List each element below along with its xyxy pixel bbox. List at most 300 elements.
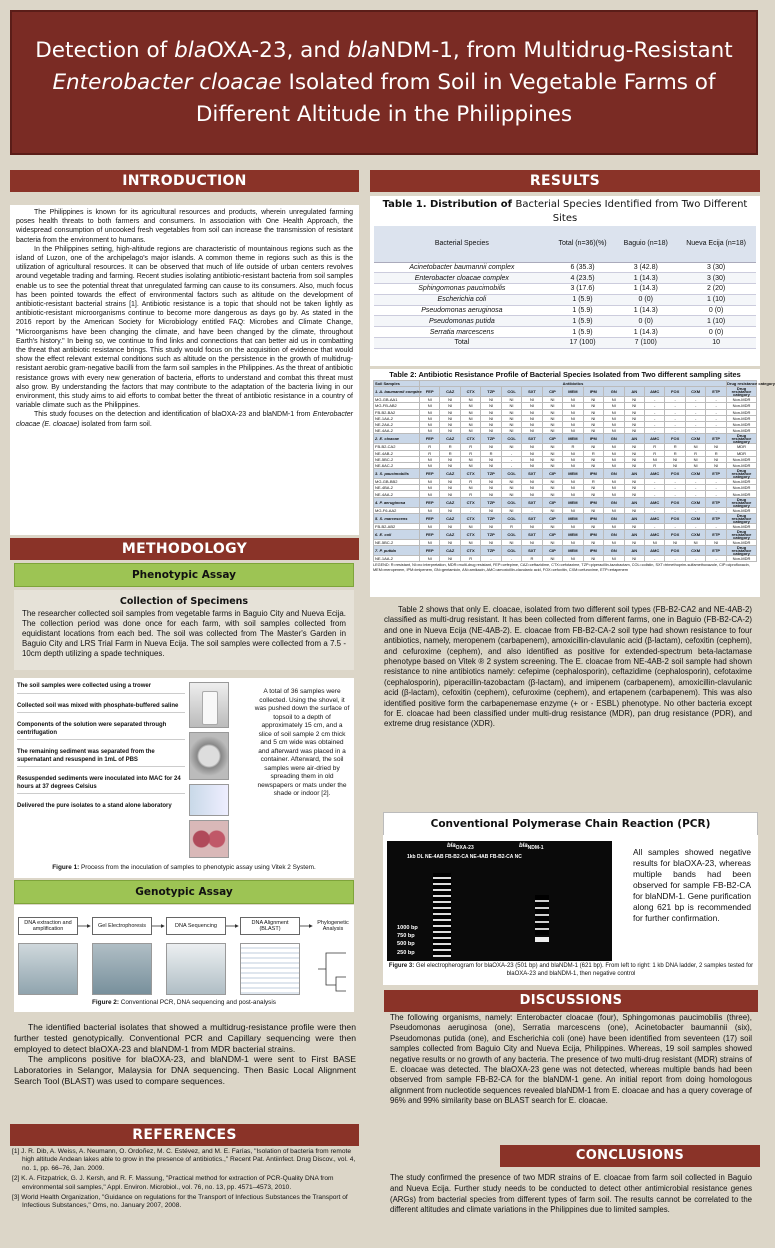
genotypic-assay-heading: Genotypic Assay (14, 880, 354, 904)
pcr-panel (383, 835, 758, 985)
t2-cell: R (420, 450, 440, 456)
t1-header-total: Total (n=36)(%) (550, 226, 616, 262)
t2-cell: - (644, 428, 664, 434)
t2-antibiotic-code: SXT (522, 513, 542, 523)
t2-cell: NI (542, 428, 562, 434)
t2-cell: NI (460, 415, 480, 421)
t1-cell: Pseudomonas putida (374, 316, 550, 327)
reference-2: [2] K. A. Fitzpatrick, G. J. Kersh, and R. F. Massung, "Practical method for extraction of PCR-Quality DNA from environmental soil samples," Appl. Environ. Microbiol., vol. 76, no. 13, pp. 4571–4573, 2010. (12, 1175, 334, 1191)
t2-antibiotic-code: IPM (583, 469, 603, 479)
t2-cell: NE-6AC-2 (374, 462, 420, 468)
t2-antibiotic-code: IPM (583, 497, 603, 507)
t2-cell: NI (624, 409, 644, 415)
t2-cell: - (685, 409, 705, 415)
t2-cell: R (583, 479, 603, 485)
t2-cell: NI (420, 462, 440, 468)
t2-cell: - (685, 485, 705, 491)
t2-antibiotic-code: CTX (460, 497, 480, 507)
t2-cell: R (460, 556, 480, 562)
pcr-machine-photo (18, 943, 78, 995)
t2-antibiotic-code: CXM (685, 546, 705, 556)
t2-cell: NI (522, 421, 542, 427)
t2-cell: NI (706, 540, 727, 546)
intro-paragraph-3: This study focuses on the detection and identification of blaOXA-23 and blaNDM-1 from Enterobacter cloacae (E. cloacae) isolated from farm soil. (16, 411, 353, 428)
t2-cell: NI (665, 462, 685, 468)
t2-cell: NI (624, 462, 644, 468)
t2-antibiotic-code: CTX (460, 530, 480, 540)
t2-cell: R (440, 444, 460, 450)
t2-cell: NE-4AB-2 (374, 450, 420, 456)
t2-antibiotic-code: AMC (644, 530, 664, 540)
t2-cell: R (460, 444, 480, 450)
t2-cell: NI (583, 456, 603, 462)
t2-cell: NI (604, 507, 624, 513)
t2-cell: NI (522, 415, 542, 421)
t1-total-cell: 7 (100) (615, 337, 676, 348)
t2-cell: NI (481, 462, 501, 468)
t2-cell: - (501, 456, 521, 462)
t2-antibiotic-code: SXT (522, 530, 542, 540)
references-heading: REFERENCES (10, 1124, 359, 1146)
step-1: The soil samples were collected using a trower (17, 683, 185, 694)
t2-cell: - (685, 556, 705, 562)
t2-cell: NI (583, 397, 603, 403)
t2-cell: NI (522, 450, 542, 456)
t2-cell: NI (583, 485, 603, 491)
table-1-row (374, 316, 756, 327)
t2-cell: NI (420, 491, 440, 497)
gel-label-oxa: bla$_{OXA-23}$ (447, 843, 474, 852)
t2-cell: NI (542, 403, 562, 409)
t2-antibiotic-code: FEP (420, 387, 440, 397)
t2-antibiotic-code: AN (624, 434, 644, 444)
poster-title: Detection of blaOXA-23, and blaNDM-1, from Multidrug-Resistant Enterobacter cloacae Isolated from Soil in Vegetable Farms of Different Altitude in the Philippines (35, 37, 733, 127)
t2-cell: MG-GB-AA1 (374, 397, 420, 403)
t2-cell: - (644, 415, 664, 421)
t2-cell: NI (501, 444, 521, 450)
t2-cell: NI (583, 540, 603, 546)
figure-1-panel (14, 678, 354, 878)
t2-cell: R (685, 450, 705, 456)
t2-antibiotic-code: AN (624, 387, 644, 397)
conclusions-heading: CONCLUSIONS (500, 1145, 760, 1167)
t2-cell: NI (563, 485, 583, 491)
table-2-legend: LEGEND: R=resistant, NI=no interpretation, MDR=multi-drug resistant, FEP=cefepime, CAZ=ceftazidime, CTX=cefotaxime, TZP=piperacillin-tazobactam, COL=colistin, SXT=trimethoprim-sulfamethoxazole, CIP=ciprofloxacin, MEM=meropenem, IPM=imipenem, GN=gentamicin, AN=amikacin, AMC=amoxicillin-clavulanic acid, FOX=cefoxitin, CXM=cefuroxime, ETP=ertapenem (373, 563, 750, 572)
t2-cell: NI (706, 456, 727, 462)
t1-cell: 1 (14.3) (615, 273, 676, 284)
t2-cell: NI (440, 556, 460, 562)
t2-antibiotic-code: CAZ (440, 513, 460, 523)
t2-antibiotic-code: CXM (685, 497, 705, 507)
t2-cell: NI (706, 444, 727, 450)
t2-cell: NI (542, 485, 562, 491)
t2-antibiotic-code: ETP (706, 387, 727, 397)
t2-cell: NI (563, 397, 583, 403)
t2-cell: NI (624, 450, 644, 456)
t2-antibiotic-code: FEP (420, 434, 440, 444)
figure-3-caption: Figure 3: Gel electropherogram for blaOXA-23 (501 bp) and blaNDM-1 (621 bp). From left to right: 1 kb DNA ladder, 2 samples tested for blaOXA-23 and blaNDM-1, then negative control (388, 963, 754, 977)
t2-cell: NI (460, 523, 480, 529)
t2-cell: NI (542, 491, 562, 497)
t2-antibiotic-code: ETP (706, 513, 727, 523)
t2-cell: NE-4BA-2 (374, 485, 420, 491)
t2-cell: NI (501, 409, 521, 415)
t2-cell: NI (563, 491, 583, 497)
t2-antibiotic-code: CIP (542, 546, 562, 556)
t2-cell: NI (501, 507, 521, 513)
t2-antibiotic-code: GN (604, 530, 624, 540)
t2-antibiotic-code: SXT (522, 469, 542, 479)
t2-group-name: 1. A. baumannii complex (374, 387, 420, 397)
t2-cell: - (706, 403, 727, 409)
t2-cell: NI (460, 428, 480, 434)
t2-antibiotic-code: CXM (685, 513, 705, 523)
t2-cell: NI (501, 491, 521, 497)
t2-cell: NI (481, 444, 501, 450)
t2-cell: NI (542, 479, 562, 485)
t2-cell: NI (604, 462, 624, 468)
sequencer-photo (166, 943, 226, 995)
t2-cell: NI (481, 507, 501, 513)
t2-cell: NI (583, 507, 603, 513)
t2-cell: NI (583, 421, 603, 427)
t2-cell: NI (440, 523, 460, 529)
t2-cell: NI (460, 403, 480, 409)
t2-cell: Non-MDR (727, 397, 757, 403)
figure-2-panel (14, 905, 354, 1012)
t2-cell: NI (624, 479, 644, 485)
t2-cell: NI (563, 409, 583, 415)
t2-cell: Non-MDR (727, 456, 757, 462)
t2-cell: - (665, 485, 685, 491)
t2-antibiotic-code: SXT (522, 434, 542, 444)
table-1-row (374, 294, 756, 305)
t2-cell: NI (563, 462, 583, 468)
t2-cell: NI (440, 462, 460, 468)
t2-cell: NI (460, 456, 480, 462)
t2-cell: - (706, 409, 727, 415)
t2-antibiotic-code: CAZ (440, 497, 460, 507)
t2-cell: NI (644, 456, 664, 462)
t2-antibiotic-code: CIP (542, 434, 562, 444)
t1-header-nueva-ecija: Nueva Ecija (n=18) (676, 226, 756, 262)
t2-cell: MG-F6-AA2 (374, 507, 420, 513)
t2-cell: NI (522, 540, 542, 546)
gel-box-photo (92, 943, 152, 995)
t2-cell: - (522, 507, 542, 513)
t2-cell: NI (522, 456, 542, 462)
t2-cell: NI (440, 421, 460, 427)
centrifuge-photo (189, 732, 229, 780)
t2-cell: NI (563, 428, 583, 434)
t2-group-header (374, 530, 757, 540)
t2-cell: NI (624, 415, 644, 421)
t2-antibiotic-code: CTX (460, 513, 480, 523)
t2-cell: NI (440, 409, 460, 415)
t2-antibiotic-code: AMC (644, 434, 664, 444)
t2-cell: NI (542, 462, 562, 468)
t2-cell: NI (460, 540, 480, 546)
t2-antibiotic-code: FOX (665, 513, 685, 523)
t2-cell: NI (604, 421, 624, 427)
t2-cell: NE-5BC-2 (374, 456, 420, 462)
t1-cell: Enterobacter cloacae complex (374, 273, 550, 284)
t2-cell: Non-MDR (727, 556, 757, 562)
t2-antibiotic-code: TZP (481, 497, 501, 507)
t2-antibiotic-code: FOX (665, 530, 685, 540)
reference-3: [3] World Health Organization, "Guidance on regulations for the Transport of Infectious Substances the Transport of Infectious Substances," Oms, no. January 2007, 2008. (12, 1194, 348, 1210)
t2-antibiotic-code: COL (501, 469, 521, 479)
conclusions-text: The study confirmed the presence of two MDR strains of E. cloacae from farm soil collected in Baguio and Nueva Ecija. Further study needs to be conducted to detect other antimicrobial resistance genes (ARGs) from bacterial species from different types of farm soil. The results cannot be correlated to the different altitudes and climate variations in the Philippines due to limited samples. (390, 1173, 752, 1215)
t2-cell: NI (563, 556, 583, 562)
t2-antibiotic-code: FEP (420, 469, 440, 479)
collection-panel (14, 590, 354, 670)
t2-antibiotic-code: AMC (644, 497, 664, 507)
t2-cell: - (665, 415, 685, 421)
sample-collection-text: A total of 36 samples were collected. Using the shovel, it was pushed down the surface of topsoil to a depth of approximately 15 cm, and a slice of soil sample 2 cm thick and 5 cm wide was obtained and afterward was placed in a container. Afterward, the soil samples were air-dried by spreading them in old newspapers or mats under the shade or indoor [2]. (254, 688, 350, 797)
t2-drug-category-header: Drug resistance category (727, 469, 757, 479)
t2-cell: - (706, 397, 727, 403)
t2-cell: NI (420, 428, 440, 434)
t2-cell: Non-MDR (727, 428, 757, 434)
t1-cell: 1 (10) (676, 294, 756, 305)
t2-cell: R (501, 523, 521, 529)
t2-antibiotic-code: TZP (481, 469, 501, 479)
t2-antibiotic-code: GN (604, 387, 624, 397)
t2-cell: - (706, 556, 727, 562)
t2-antibiotic-code: CIP (542, 530, 562, 540)
intro-paragraph-1: The Philippines is known for its agricultural resources and products, wherein unregulated farming poses health threats to both farmers and consumers. In association with One Health Approach, the widespread consumption of uncooked fresh vegetables from soil can increase the transmission of resistant bacteria from the environment to humans. (16, 209, 353, 244)
t1-cell: Sphingomonas paucimobilis (374, 284, 550, 295)
t2-cell: NI (420, 540, 440, 546)
t2-cell: NI (501, 421, 521, 427)
t2-cell: NI (604, 403, 624, 409)
t2-cell: R (460, 450, 480, 456)
t2-cell: R (522, 556, 542, 562)
t2-antibiotic-code: COL (501, 497, 521, 507)
t2-cell: NI (542, 397, 562, 403)
gel-image (387, 841, 612, 961)
t2-cell: - (665, 428, 685, 434)
t2-cell: - (481, 556, 501, 562)
t2-cell: - (685, 428, 705, 434)
t2-drug-category-header: Drug resistance category (727, 497, 757, 507)
t2-cell: NI (522, 409, 542, 415)
t2-antibiotic-code: SXT (522, 497, 542, 507)
t2-cell: NI (583, 491, 603, 497)
t2-cell: R (665, 444, 685, 450)
t2-cell: FB-B2-BA2 (374, 409, 420, 415)
t2-cell: NI (522, 479, 542, 485)
t2-antibiotic-code: ETP (706, 497, 727, 507)
introduction-heading: INTRODUCTION (10, 170, 359, 192)
t2-cell: NI (624, 485, 644, 491)
t2-cell: NI (604, 523, 624, 529)
t2-cell: NI (420, 507, 440, 513)
t2-cell: NI (460, 485, 480, 491)
process-steps (17, 683, 185, 859)
t2-antibiotic-code: FEP (420, 530, 440, 540)
t2-cell: NI (440, 491, 460, 497)
t2-cell: - (644, 397, 664, 403)
t2-cell: - (665, 507, 685, 513)
t2-group-name: 7. P. putida (374, 546, 420, 556)
mac-plates-photo (189, 820, 229, 858)
t2-cell: R (440, 450, 460, 456)
phenotypic-assay-heading: Phenotypic Assay (14, 563, 354, 587)
t2-cell: NI (685, 456, 705, 462)
t2-cell: R (644, 450, 664, 456)
discussions-text: The following organisms, namely: Enterobacter cloacae (four), Sphingomonas paucimobilis (three), Pseudomonas aeruginosa (one), Serratia marcescens (one), Acinetobacter baumannii (six), Pseudomonas putida (one), and Escherichia coli (one) have been identified from seventeen (17) soil samples collected from Baguio City and Nueva Ecija, Philippines. Whereas, 19 soil samples showed negative results or no growth of any bacteria. The presence of two multi-drug resistant (MDR) strains of E. cloacae was detected. The blaOXA-23 gene was not detected, whereas multiple bands had been observed from sample FB-B2-CA for the blaNDM-1 gene. An initial report from doing homologous alignment from nucleotide sequences revealed blaNDM-1 from E. cloacae and has a query coverage of 96% and 99% similarity base on BLAST search for E. cloacae. (390, 1013, 752, 1106)
t1-cell: 3 (17.6) (550, 284, 616, 295)
t2-cell: NI (501, 428, 521, 434)
references-list (12, 1148, 359, 1213)
table-1 (374, 226, 756, 349)
table-1-row (374, 327, 756, 338)
t2-cell: NE-1AA-2 (374, 415, 420, 421)
t2-cell: - (665, 409, 685, 415)
t2-cell: NI (522, 444, 542, 450)
t2-cell: NI (522, 523, 542, 529)
t2-antibiotic-code: FEP (420, 513, 440, 523)
t2-cell: - (706, 523, 727, 529)
t2-cell: R (644, 462, 664, 468)
t2-cell: NI (481, 397, 501, 403)
gel-label-ndm: bla$_{NDM-1}$ (519, 843, 544, 852)
t2-cell: NI (481, 428, 501, 434)
t2-cell: - (706, 415, 727, 421)
t2-antibiotic-code: AMC (644, 546, 664, 556)
t2-cell: - (665, 479, 685, 485)
t2-cell: - (665, 403, 685, 409)
t2-cell: - (501, 462, 521, 468)
t2-antibiotic-code: FOX (665, 497, 685, 507)
t2-antibiotic-code: SXT (522, 387, 542, 397)
t1-cell: 6 (35.3) (550, 262, 616, 273)
t2-antibiotic-code: COL (501, 546, 521, 556)
t2-cell: NI (542, 421, 562, 427)
t1-cell: 1 (5.9) (550, 316, 616, 327)
t2-cell: NI (624, 556, 644, 562)
table-1-row (374, 262, 756, 273)
t2-cell: - (665, 491, 685, 497)
t2-cell: NI (624, 403, 644, 409)
step-2: Collected soil was mixed with phosphate-buffered saline (17, 703, 185, 714)
t2-cell: - (706, 485, 727, 491)
t2-cell: NI (440, 540, 460, 546)
t2-antibiotic-code: COL (501, 513, 521, 523)
t2-cell: NI (420, 415, 440, 421)
t2-cell: NI (460, 409, 480, 415)
t2-cell: NI (501, 403, 521, 409)
table-1-row (374, 273, 756, 284)
t1-total-cell: 10 (676, 337, 756, 348)
t2-cell: Non-MDR (727, 485, 757, 491)
t2-cell: NI (420, 485, 440, 491)
t2-group-name: 4. P. aeruginosa (374, 497, 420, 507)
flow-gel-electrophoresis: Gel Electrophoresis (92, 917, 152, 935)
t2-antibiotic-code: GN (604, 497, 624, 507)
genotypic-text (14, 1022, 356, 1087)
t2-antibiotic-code: AN (624, 469, 644, 479)
t2-cell: NI (563, 403, 583, 409)
t1-cell: 1 (5.9) (550, 294, 616, 305)
t2-cell: NI (501, 479, 521, 485)
t2-cell: NI (563, 507, 583, 513)
t2-cell: FB-B2-AB2 (374, 523, 420, 529)
t2-cell: NI (624, 428, 644, 434)
t2-cell: NI (420, 409, 440, 415)
t1-cell: Serratia marcescens (374, 327, 550, 338)
t2-antibiotic-code: CAZ (440, 469, 460, 479)
t2-cell: - (644, 491, 664, 497)
t2-cell: Non-MDR (727, 421, 757, 427)
t2-cell: - (685, 479, 705, 485)
t2-cell: NI (440, 397, 460, 403)
t2-cell: NI (644, 540, 664, 546)
flow-phylogenetic: Phylogenetic Analysis (314, 913, 352, 939)
t1-cell: 3 (42.8) (615, 262, 676, 273)
t2-cell: NI (604, 415, 624, 421)
t2-cell: NI (542, 556, 562, 562)
flow-dna-alignment: DNA Alignment (BLAST) (240, 917, 300, 935)
t2-cell: NI (604, 479, 624, 485)
t2-cell: MG-GB-BB2 (374, 479, 420, 485)
t2-cell: - (644, 507, 664, 513)
tubes-photo (189, 784, 229, 816)
t2-cell: NI (604, 444, 624, 450)
t2-cell: NI (604, 485, 624, 491)
t2-cell: NI (460, 421, 480, 427)
intro-paragraph-2: In the Philippines setting, high-altitude regions are characteristic of mountainous regions such as the island of Luzon, one of the archipelago's major islands. A common theme in regions such as this is the utilization of agricultural resources. It can be observed that much of life outside of urban centers revolves around vegetable trading and farming. Recent studies isolating antibiotic-resistant bacteria from soil samples enable us to see the potential threat that unregulated farming can cause to its consumers. Also, much focus has been pointed towards the effect of environmental factors such as altitude on the development of antibiotic-resistant bacterial strains [1]. Antibiotic resistance is a topic that should not be taken lightly as antibiotic-resistant microorganisms continue to become more dangerous as days go by. As stated in the 2016 report by the American Society for Microbiology entitled FAQ: Microbes and Climate Change, "Microorganisms have been changing the climate, and have been changed by the climate, throughout Earth's history." In being so, we continue to find links and connections that can better aid us in combatting the threat that antibiotic resistance brings. This study would focus on the acquisition of evidence that would show the effect relevant external conditions such as altitude on the persistence in the growth of multidrug-resistant aerobic gram-negative bacilli from the farm soil samples in the Philippines. As the threat of antibiotic resistance grows with every new generation of bacteria, efforts to understand and combat this threat must also grow. By understanding the factors that may contribute to the adaptation of the bacteria living in our environment, this study aims to aid efforts to combat better the threat of antibiotic resistance in a country of variable climate such as the Philippines. (16, 245, 353, 410)
t2-cell: - (665, 523, 685, 529)
t2-antibiotic-code: FOX (665, 469, 685, 479)
t2-cell: NI (481, 456, 501, 462)
t1-cell: 0 (0) (615, 294, 676, 305)
t2-cell: NE-2AA-2 (374, 421, 420, 427)
t1-cell: 0 (0) (676, 305, 756, 316)
t2-cell: - (706, 491, 727, 497)
t2-cell: NI (481, 523, 501, 529)
t2-cell: Non-MDR (727, 479, 757, 485)
blast-screenshot (240, 943, 300, 995)
t2-group-name: 5. S. marcescens (374, 513, 420, 523)
t2-cell: NI (583, 409, 603, 415)
t2-cell: NI (481, 421, 501, 427)
t2-cell: NI (542, 456, 562, 462)
t2-antibiotic-code: CAZ (440, 530, 460, 540)
collection-text: The researcher collected soil samples from vegetable farms in Baguio City and Nueva Ecija. The collection period was done once for each farm, with soil samples collected from equidistant locations from each bed. The soil was collected from The Master's Garden in Baguio City and LRS Trial Farm in Nueva Ecija. The soil samples were collected from a 7.5 - 10cm depth utilizing a spade techniques. (22, 609, 346, 658)
t2-cell: - (665, 397, 685, 403)
pbs-bottle-photo (189, 682, 229, 728)
t2-cell: - (685, 397, 705, 403)
t2-drug-category-header: Drug resistance category (727, 513, 757, 523)
t1-total-cell: 17 (100) (550, 337, 616, 348)
t2-group-header (374, 387, 757, 397)
t2-cell: NI (706, 462, 727, 468)
t2-cell: R (583, 450, 603, 456)
table-1-row (374, 284, 756, 295)
t2-cell: Non-MDR (727, 540, 757, 546)
introduction-body (10, 205, 359, 535)
t2-cell: NI (624, 491, 644, 497)
t1-cell: 2 (20) (676, 284, 756, 295)
t2-antibiotic-code: FOX (665, 434, 685, 444)
flow-dna-sequencing: DNA Sequencing (166, 917, 226, 935)
t2-cell: NI (440, 403, 460, 409)
t2-cell: NI (604, 397, 624, 403)
t1-cell: 0 (0) (676, 327, 756, 338)
